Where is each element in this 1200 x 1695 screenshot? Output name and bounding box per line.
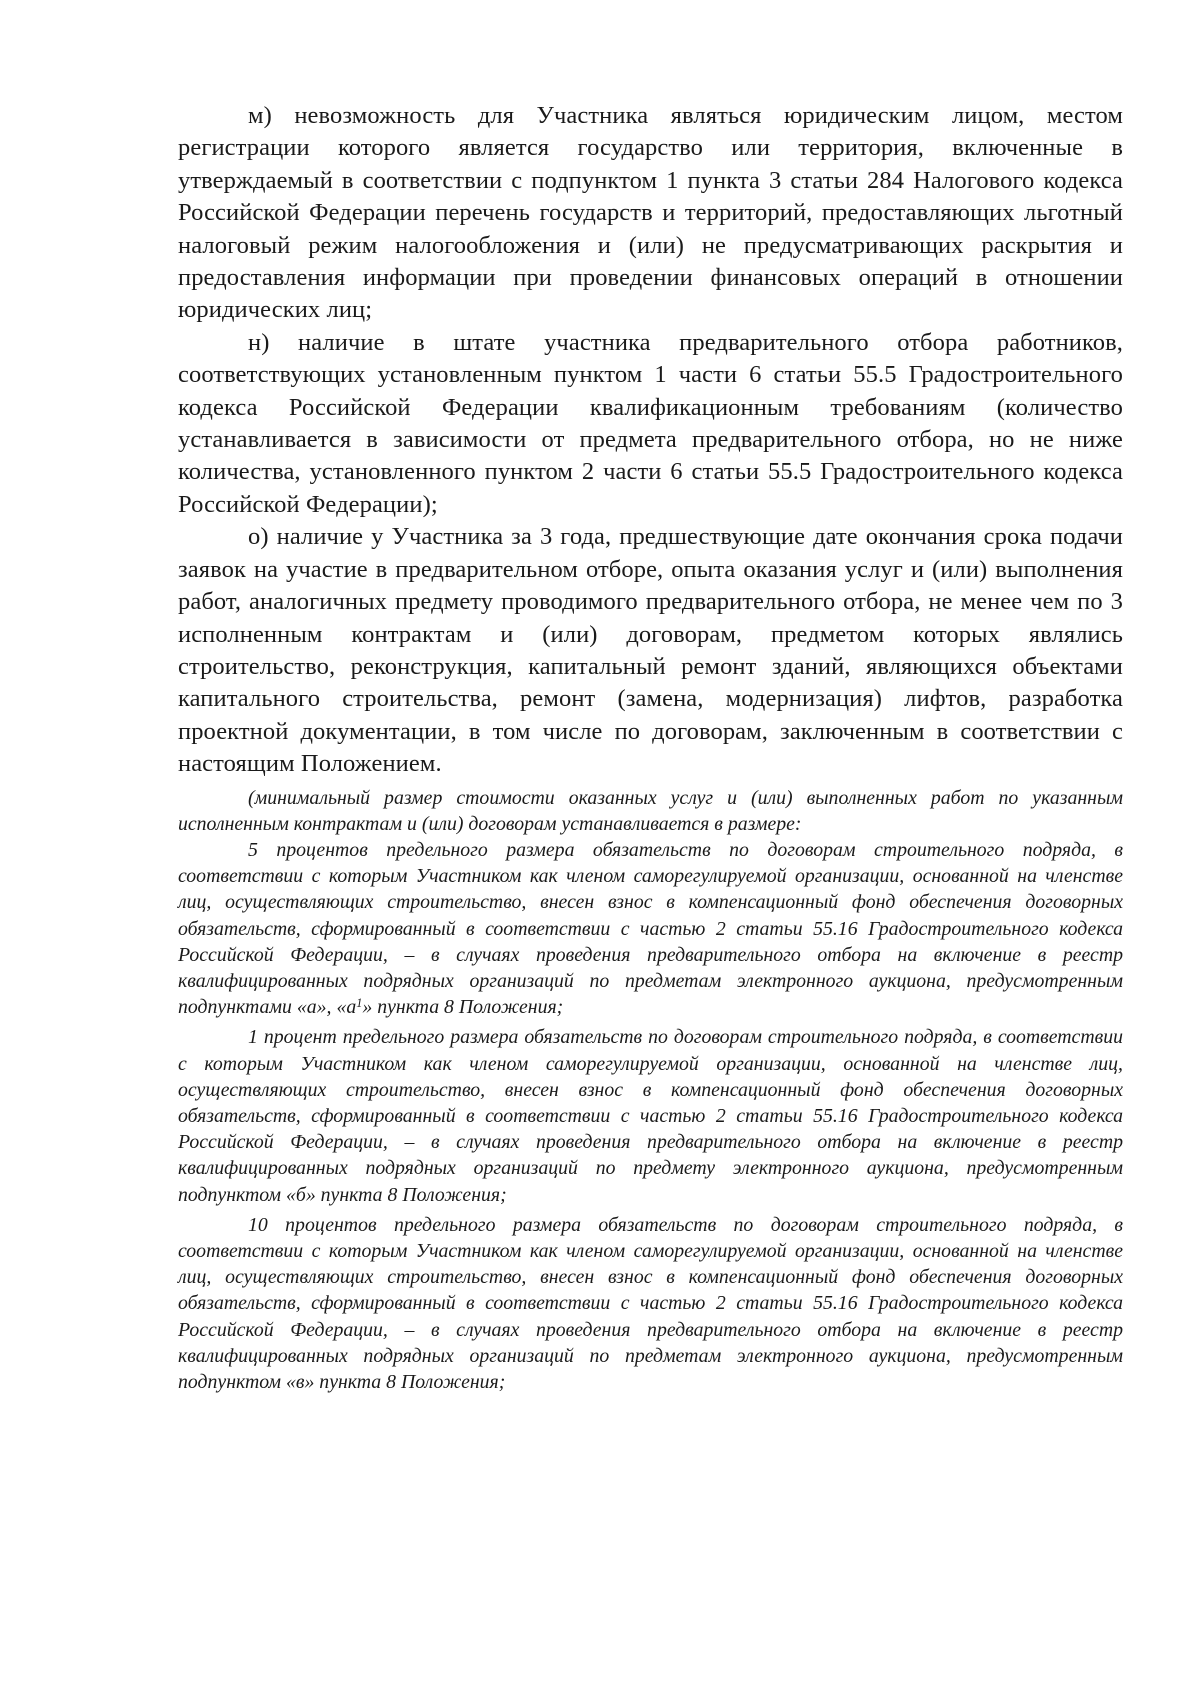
italic-item-5-percent-text: 5 процентов предельного размера обязательств по договорам строительного подряда, в соответствии с которым Участником как членом саморегулируемой организации, основанной на членстве лиц, осуществляющих строительство, внесен взнос в компенсационный фонд обеспечения договорных обязательств, сформированный в соответствии с частью 2 статьи 55.16 Градостроительного кодекса Российской Федерации, – в случаях проведения предварительного отбора на включение в реестр квалифицированных подрядных организаций по предметам электронного аукциона, предусмотренным подпунктами «а», «а bbox=[178, 838, 1123, 1019]
italic-item-5-percent bbox=[178, 837, 1123, 1020]
italic-item-10-percent: 10 процентов предельного размера обязательств по договорам строительного подряда, в соответствии с которым Участником как членом саморегулируемой организации, основанной на членстве лиц, осуществляющих строительство, внесен взнос в компенсационный фонд обеспечения договорных обязательств, сформированный в соответствии с частью 2 статьи 55.16 Градостроительного кодекса Российской Федерации, – в случаях проведения предварительного отбора на включение в реестр квалифицированных подрядных организаций по предметам электронного аукциона, предусмотренным подпунктом «в» пункта 8 Положения; bbox=[178, 1213, 1123, 1393]
italic-item-1-percent: 1 процент предельного размера обязательств по договорам строительного подряда, в соответствии с которым Участником как членом саморегулируемой организации, основанной на членстве лиц, осуществляющих строительство, внесен взнос в компенсационный фонд обеспечения договорных обязательств, сформированный в соответствии с частью 2 статьи 55.16 Градостроительного кодекса Российской Федерации, – в случаях проведения предварительного отбора на включение в реестр квалифицированных подрядных организаций по предмету электронного аукциона, предусмотренным подпунктом «б» пункта 8 Положения; bbox=[178, 1026, 1123, 1206]
superscript-one: 1 bbox=[356, 996, 363, 1011]
paragraph-n: н) наличие в штате участника предварительного отбора работников, соответствующих установленным пунктом 1 части 6 статьи 55.5 Градостроительного кодекса Российской Федерации квалификационным требованиям (количество устанавливается в зависимости от предмета предварительного отбора, но не ниже количества, установленного пунктом 2 части 6 статьи 55.5 Градостроительного кодекса Российской Федерации); bbox=[178, 328, 1123, 518]
italic-intro: (минимальный размер стоимости оказанных услуг и (или) выполненных работ по указанным исполненным контрактам и (или) договорам устанавливается в размере: bbox=[178, 786, 1123, 835]
paragraph-o: о) наличие у Участника за 3 года, предшествующие дате окончания срока подачи заявок на участие в предварительном отборе, опыта оказания услуг и (или) выполнения работ, аналогичных предмету проводимого предварительного отбора, не менее чем по 3 исполненным контрактам и (или) договорам, предметом которых являлись строительство, реконструкция, капитальный ремонт зданий, являющихся объектами капитального строительства, ремонт (замена, модернизация) лифтов, разработка проектной документации, в том числе по договорам, заключенным в соответствии с настоящим Положением. bbox=[178, 523, 1123, 778]
document-body bbox=[178, 100, 1123, 1395]
italic-item-5-percent-tail: » пункта 8 Положения; bbox=[362, 996, 564, 1019]
paragraph-m: м) невозможность для Участника являться юридическим лицом, местом регистрации которого является государство или территория, включенные в утверждаемый в соответствии с подпунктом 1 пункта 3 статьи 284 Налогового кодекса Российской Федерации перечень государств и территорий, предоставляющих льготный налоговый режим налогообложения и (или) не предусматривающих раскрытия и предоставления информации при проведении финансовых операций в отношении юридических лиц; bbox=[178, 102, 1123, 324]
